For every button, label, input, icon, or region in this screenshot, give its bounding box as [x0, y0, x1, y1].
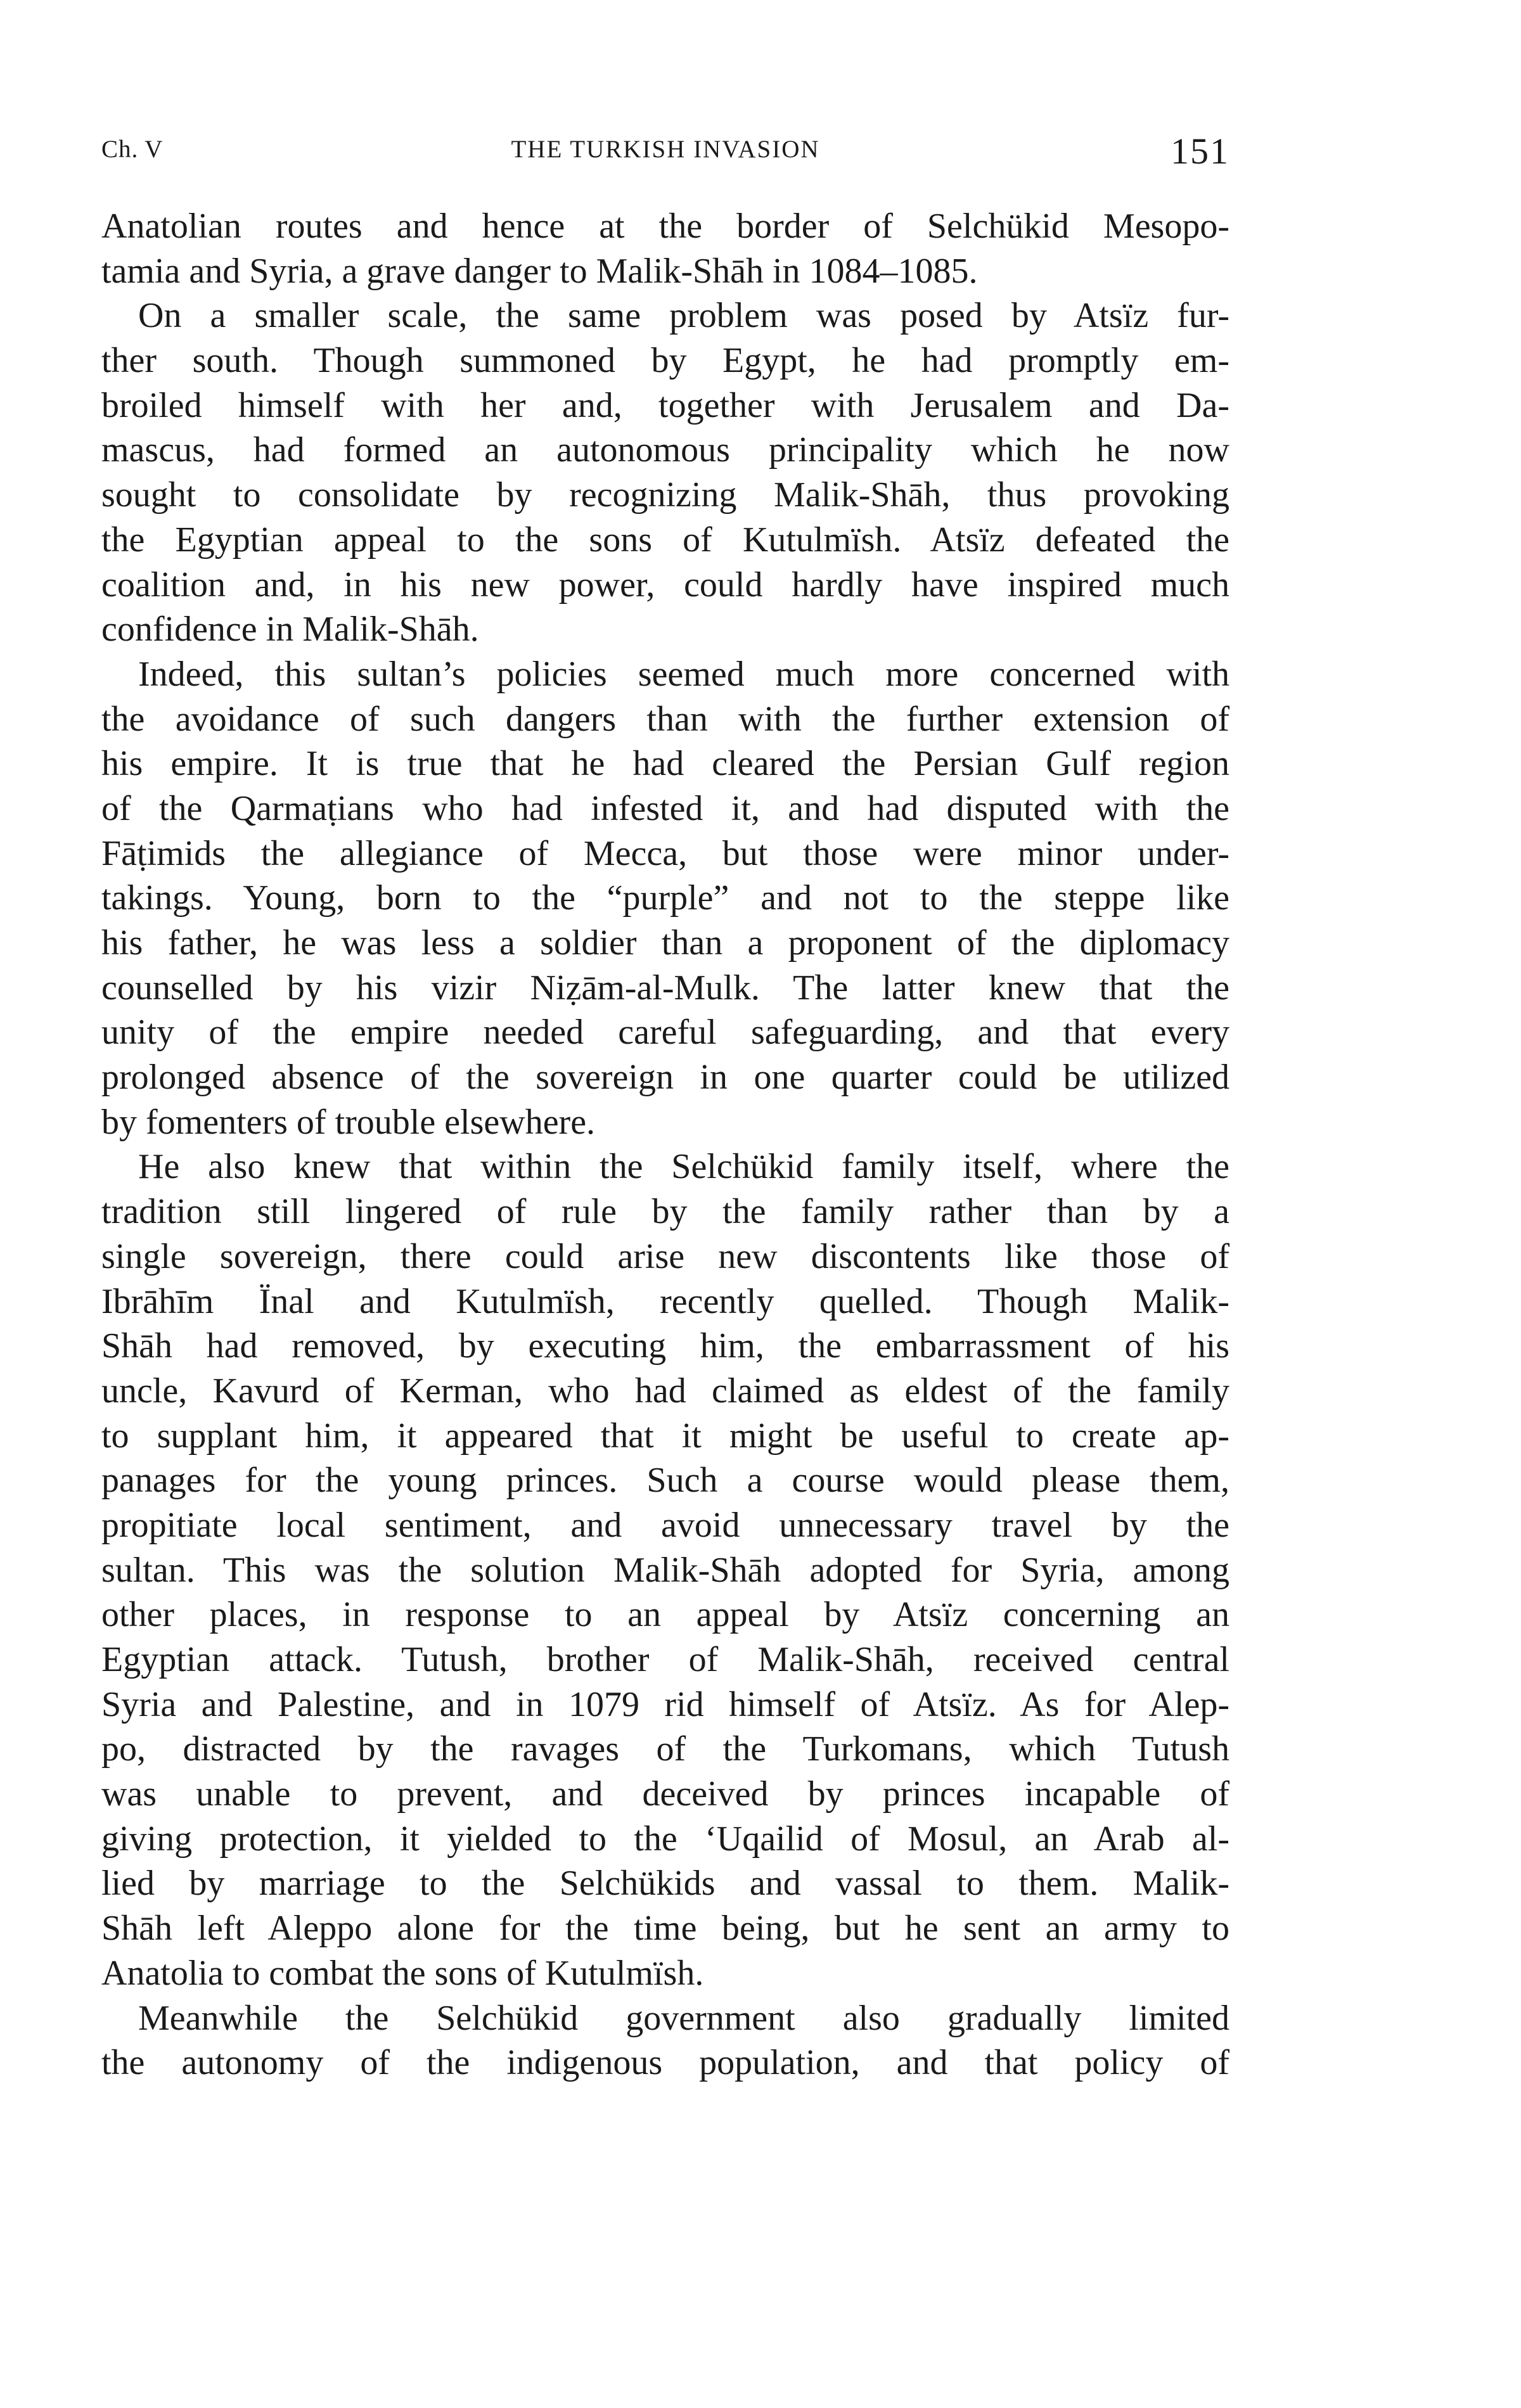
- body-text: [101, 204, 1229, 2085]
- page-number: 151: [1171, 131, 1229, 172]
- text-line: uncle, Kavurd of Kerman, who had claimed as eldest of the family: [101, 1371, 1229, 1411]
- text-line: by fomenters of trouble elsewhere.: [101, 1102, 596, 1142]
- text-line: sultan. This was the solution Malik-Shāh adopted for Syria, among: [101, 1550, 1229, 1590]
- text-line: the Egyptian appeal to the sons of Kutulmïsh. Atsïz defeated the: [101, 520, 1229, 560]
- text-line: Anatolian routes and hence at the border of Selchükid Mesopo-: [101, 207, 1229, 246]
- text-line: takings. Young, born to the “purple” and not to the steppe like: [101, 878, 1229, 918]
- running-title: THE TURKISH INVASION: [511, 136, 820, 163]
- text-line: single sovereign, there could arise new discontents like those of: [101, 1236, 1229, 1276]
- text-line: tradition still lingered of rule by the family rather than by a: [101, 1192, 1229, 1232]
- text-line: the avoidance of such dangers than with the further extension of: [101, 699, 1229, 739]
- text-line: tamia and Syria, a grave danger to Malik-Shāh in 1084–1085.: [101, 251, 978, 291]
- text-line: Shāh left Aleppo alone for the time being, but he sent an army to: [101, 1909, 1229, 1949]
- text-line: coalition and, in his new power, could hardly have inspired much: [101, 565, 1229, 605]
- text-line: sought to consolidate by recognizing Malik-Shāh, thus provoking: [101, 475, 1229, 515]
- text-line: broiled himself with her and, together with Jerusalem and Da-: [101, 385, 1229, 425]
- text-line: Egyptian attack. Tutush, brother of Malik-Shāh, received central: [101, 1640, 1229, 1679]
- text-line: Meanwhile the Selchükid government also gradually limited: [138, 1998, 1229, 2038]
- text-line: of the Qarmaṭians who had infested it, and had disputed with the: [101, 788, 1229, 828]
- text-line: On a smaller scale, the same problem was posed by Atsïz fur-: [138, 296, 1229, 336]
- text-line: mascus, had formed an autonomous principality which he now: [101, 430, 1229, 470]
- running-head: [101, 130, 1229, 174]
- text-line: the autonomy of the indigenous population, and that policy of: [101, 2043, 1229, 2083]
- text-line: his father, he was less a soldier than a proponent of the diplomacy: [101, 923, 1229, 963]
- text-line: his empire. It is true that he had cleared the Persian Gulf region: [101, 744, 1229, 784]
- text-line: other places, in response to an appeal by Atsïz concerning an: [101, 1595, 1229, 1635]
- text-line: Ibrāhīm Ïnal and Kutulmïsh, recently quelled. Though Malik-: [101, 1281, 1229, 1321]
- text-line: lied by marriage to the Selchükids and vassal to them. Malik-: [101, 1864, 1229, 1904]
- text-line: Syria and Palestine, and in 1079 rid himself of Atsïz. As for Alep-: [101, 1684, 1229, 1724]
- text-line: Indeed, this sultan’s policies seemed much more concerned with: [138, 654, 1229, 694]
- text-line: to supplant him, it appeared that it might be useful to create ap-: [101, 1416, 1229, 1456]
- text-line: panages for the young princes. Such a course would please them,: [101, 1461, 1229, 1501]
- text-line: giving protection, it yielded to the ‘Uqailid of Mosul, an Arab al-: [101, 1819, 1229, 1859]
- text-line: Fāṭimids the allegiance of Mecca, but those were minor under-: [101, 833, 1229, 873]
- text-line: ther south. Though summoned by Egypt, he had promptly em-: [101, 341, 1229, 381]
- text-line: propitiate local sentiment, and avoid unnecessary travel by the: [101, 1505, 1229, 1545]
- text-line: Anatolia to combat the sons of Kutulmïsh.: [101, 1953, 704, 1993]
- text-line: prolonged absence of the sovereign in one quarter could be utilized: [101, 1058, 1229, 1098]
- text-line: po, distracted by the ravages of the Turkomans, which Tutush: [101, 1729, 1229, 1769]
- text-line: was unable to prevent, and deceived by princes incapable of: [101, 1774, 1229, 1814]
- text-line: confidence in Malik-Shāh.: [101, 610, 479, 650]
- text-line: unity of the empire needed careful safeguarding, and that every: [101, 1013, 1229, 1053]
- text-line: counselled by his vizir Niẓām-al-Mulk. The latter knew that the: [101, 968, 1229, 1008]
- text-line: Shāh had removed, by executing him, the embarrassment of his: [101, 1326, 1229, 1366]
- chapter-label: Ch. V: [101, 136, 164, 163]
- text-line: He also knew that within the Selchükid family itself, where the: [138, 1147, 1229, 1187]
